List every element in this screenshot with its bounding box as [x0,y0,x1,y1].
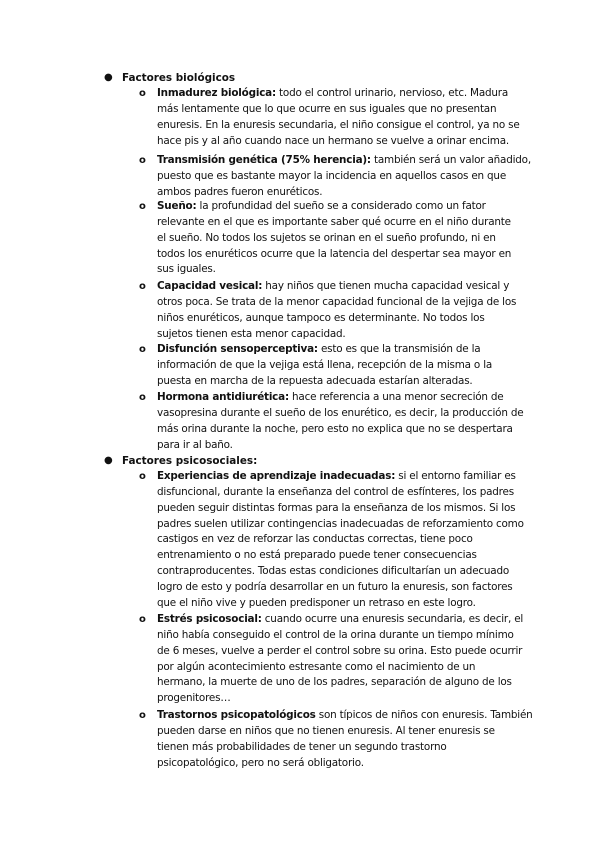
list-item-inmadurez [139,86,521,149]
sub-bullet-icon: o [139,614,146,625]
sub-bullet-icon: o [139,155,146,166]
item-text: Estrés psicosocial: cuando ocurre una enuresis secundaria, es decir, el niño había conseguido el control de la orina durante un tiempo mínimo de 6 meses, vuelve a perder el control sobre su orina. Esto puede ocurrir por algún acontecimiento estresante como el nacimiento de un hermano, la muerte de uno de los padres, separación de alguno de los progenitores… [157,613,524,705]
sub-bullet-icon: o [139,392,146,403]
list-item-estres [139,612,524,707]
sub-bullet-icon: o [139,471,146,482]
list-item-hormona [139,390,524,453]
list-item-capacidad [139,279,521,342]
item-text: Inmadurez biológica: todo el control urinario, nervioso, etc. Madura más lentamente que lo que ocurre en sus iguales que no presentan enuresis. En la enuresis secundaria, el niño consigue el control, ya no se hace pis y al año cuando nace un hermano se vuelve a orinar encima. [157,87,520,147]
bullet-icon: ● [104,455,113,466]
item-text: Capacidad vesical: hay niños que tienen mucha capacidad vesical y otros poca. Se trata de la menor capacidad funcional de la vejiga de los niños enuréticos, aunque tampoco es determinante. No todos los sujetos tienen esta menor capacidad. [157,280,517,340]
item-term: Trastornos psicopatológicos [157,709,316,721]
item-text: Sueño: la profundidad del sueño se a considerado como un fator relevante en el que es importante saber qué ocurre en el niño durante el sueño. No todos los sujetos se orinan en el sueño profundo, ni en todos los enuréticos ocurre que la latencia del despertar sea mayor en sus iguales. [157,200,512,276]
item-term: Transmisión genética (75% herencia): [157,154,371,166]
list-item-transmision [139,153,531,201]
bullet-icon: ● [104,72,113,83]
item-text: Hormona antidiurética: hace referencia a una menor secreción de vasopresina durante el sueño de los enurético, es decir, la producción de más orina durante la noche, pero esto no explica que no se despertara para ir al baño. [157,391,524,451]
list-item-sueno [139,199,521,278]
item-text: Disfunción sensoperceptiva: esto es que la transmisión de la información de que la vejiga está llena, recepción de la misma o la puesta en marcha de la repuesta adecuada estarían alteradas. [157,343,493,387]
sub-bullet-icon: o [139,201,146,212]
section-psicosociales [104,453,257,469]
item-text: Experiencias de aprendizaje inadecuadas: si el entorno familiar es disfuncional, durante la enseñanza del control de esfínteres, los padres pueden seguir distintas formas para la enseñanza de los mismos. Si los padres suelen utilizar contingencias inadecuadas de reforzamiento como castigos en vez de reforzar las conductas correctas, tiene poco entrenamiento o no está preparado puede tener consecuencias contraproducentes. Todas estas condiciones dificultarían un adecuado logro de esto y podría desarrollar en un futuro la enuresis, son factores que el niño vive y pueden predisponer un retraso en este logro. [157,470,524,609]
item-term: Disfunción sensoperceptiva: [157,343,318,355]
list-item-disfuncion [139,342,521,390]
list-item-trastornos [139,708,533,771]
section-biologicos [104,70,235,86]
item-term: Estrés psicosocial: [157,613,262,625]
item-text: Transmisión genética (75% herencia): también será un valor añadido, puesto que es bastante mayor la incidencia en aquellos casos en que ambos padres fueron enuréticos. [157,154,531,198]
sub-bullet-icon: o [139,88,146,99]
sub-bullet-icon: o [139,710,146,721]
item-term: Hormona antidiurética: [157,391,289,403]
list-item-experiencias [139,469,524,612]
item-term: Experiencias de aprendizaje inadecuadas: [157,470,396,482]
section-heading: Factores biológicos [122,72,236,84]
sub-bullet-icon: o [139,281,146,292]
section-heading: Factores psicosociales: [122,455,258,467]
item-text: Trastornos psicopatológicos son típicos de niños con enuresis. También pueden darse en niños que no tienen enuresis. Al tener enuresis se tienen más probabilidades de tener un segundo trastorno psicopatológico, pero no será obligatorio. [157,709,533,769]
sub-bullet-icon: o [139,344,146,355]
item-term: Capacidad vesical: [157,280,263,292]
item-term: Sueño: [157,200,197,212]
item-term: Inmadurez biológica: [157,87,276,99]
